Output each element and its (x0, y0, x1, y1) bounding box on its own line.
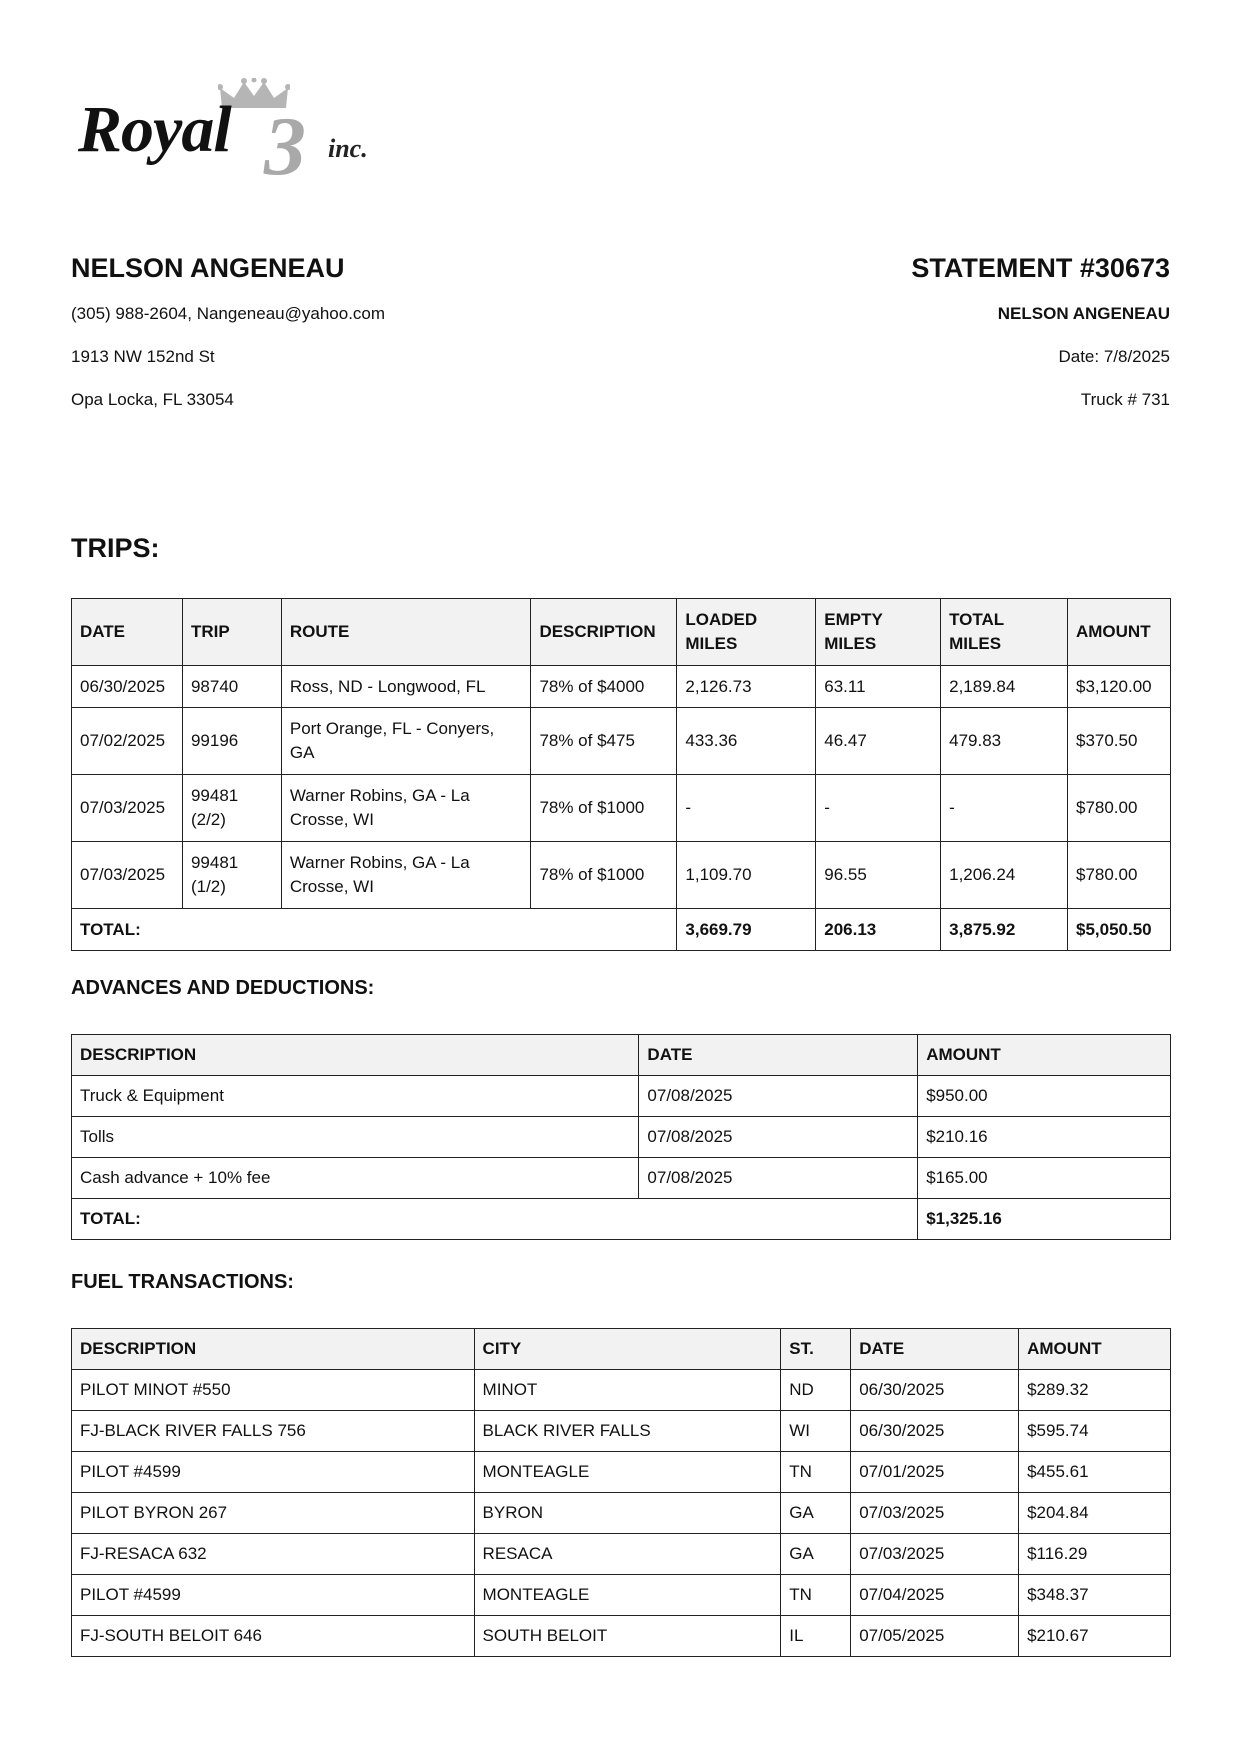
table-row (72, 1158, 1171, 1199)
logo-numeral: 3 (264, 100, 306, 193)
fuel-city: BLACK RIVER FALLS (474, 1411, 781, 1452)
company-logo (78, 78, 378, 193)
advances-total-amount: $1,325.16 (918, 1199, 1171, 1240)
logo-wordmark: Royal (78, 93, 231, 166)
table-row (72, 1534, 1171, 1575)
fuel-state: GA (781, 1534, 851, 1575)
trip-number: 99481 (1/2) (182, 842, 281, 909)
fuel-amount: $204.84 (1019, 1493, 1171, 1534)
fuel-date: 06/30/2025 (851, 1370, 1019, 1411)
fuel-date: 07/01/2025 (851, 1452, 1019, 1493)
col-route: ROUTE (281, 599, 531, 666)
fuel-state: TN (781, 1575, 851, 1616)
driver-address-line1: 1913 NW 152nd St (71, 347, 215, 366)
fuel-state: TN (781, 1452, 851, 1493)
driver-contact: (305) 988-2604, Nangeneau@yahoo.com (71, 304, 386, 323)
statement-name: NELSON ANGENEAU (997, 304, 1170, 323)
trips-total-empty: 206.13 (816, 909, 941, 951)
trip-route: Port Orange, FL - Conyers, GA (281, 708, 531, 775)
trip-loaded-miles: - (677, 775, 816, 842)
col-empty-miles: EMPTY MILES (816, 599, 941, 666)
trip-loaded-miles: 2,126.73 (677, 666, 816, 708)
trip-route: Warner Robins, GA - La Crosse, WI (281, 842, 531, 909)
col-date: DATE (851, 1329, 1019, 1370)
trip-loaded-miles: 1,109.70 (677, 842, 816, 909)
trip-amount: $3,120.00 (1067, 666, 1170, 708)
trip-route: Warner Robins, GA - La Crosse, WI (281, 775, 531, 842)
col-description: DESCRIPTION (531, 599, 677, 666)
advance-date: 07/08/2025 (639, 1076, 918, 1117)
fuel-state: ND (781, 1370, 851, 1411)
advance-description: Tolls (72, 1117, 639, 1158)
advance-amount: $950.00 (918, 1076, 1171, 1117)
advances-total-label: TOTAL: (72, 1199, 918, 1240)
advance-date: 07/08/2025 (639, 1158, 918, 1199)
fuel-date: 07/04/2025 (851, 1575, 1019, 1616)
statement-title: STATEMENT #30673 (911, 253, 1170, 283)
fuel-date: 07/05/2025 (851, 1616, 1019, 1657)
col-date: DATE (639, 1035, 918, 1076)
advance-amount: $165.00 (918, 1158, 1171, 1199)
col-total-miles: TOTAL MILES (941, 599, 1068, 666)
trip-description: 78% of $1000 (531, 842, 677, 909)
fuel-description: FJ-RESACA 632 (72, 1534, 475, 1575)
fuel-state: GA (781, 1493, 851, 1534)
fuel-city: MONTEAGLE (474, 1575, 781, 1616)
trip-empty-miles: - (816, 775, 941, 842)
col-amount: AMOUNT (1019, 1329, 1171, 1370)
fuel-table (71, 1328, 1171, 1657)
trip-empty-miles: 96.55 (816, 842, 941, 909)
table-row (72, 1452, 1171, 1493)
trip-amount: $370.50 (1067, 708, 1170, 775)
trip-amount: $780.00 (1067, 775, 1170, 842)
trip-date: 07/03/2025 (72, 842, 183, 909)
fuel-description: PILOT #4599 (72, 1575, 475, 1616)
driver-info (71, 250, 385, 421)
trip-total-miles: 479.83 (941, 708, 1068, 775)
table-row (72, 1411, 1171, 1452)
fuel-title: FUEL TRANSACTIONS: (71, 1271, 294, 1293)
driver-name: NELSON ANGENEAU (71, 253, 345, 283)
trips-header-row (72, 599, 1171, 666)
trips-total-label: TOTAL: (72, 909, 677, 951)
trip-total-miles: 2,189.84 (941, 666, 1068, 708)
col-city: CITY (474, 1329, 781, 1370)
fuel-description: PILOT MINOT #550 (72, 1370, 475, 1411)
fuel-amount: $116.29 (1019, 1534, 1171, 1575)
col-state: ST. (781, 1329, 851, 1370)
statement-truck: Truck # 731 (1080, 390, 1170, 409)
trip-date: 07/03/2025 (72, 775, 183, 842)
trips-total-amount: $5,050.50 (1067, 909, 1170, 951)
statement-date: Date: 7/8/2025 (1058, 347, 1170, 366)
fuel-description: PILOT #4599 (72, 1452, 475, 1493)
fuel-amount: $348.37 (1019, 1575, 1171, 1616)
fuel-state: WI (781, 1411, 851, 1452)
table-row (72, 1616, 1171, 1657)
trip-loaded-miles: 433.36 (677, 708, 816, 775)
trip-date: 07/02/2025 (72, 708, 183, 775)
fuel-description: FJ-SOUTH BELOIT 646 (72, 1616, 475, 1657)
fuel-amount: $289.32 (1019, 1370, 1171, 1411)
driver-address-line2: Opa Locka, FL 33054 (71, 390, 234, 409)
fuel-date: 06/30/2025 (851, 1411, 1019, 1452)
fuel-description: FJ-BLACK RIVER FALLS 756 (72, 1411, 475, 1452)
fuel-state: IL (781, 1616, 851, 1657)
table-row (72, 1076, 1171, 1117)
trip-empty-miles: 46.47 (816, 708, 941, 775)
statement-info (911, 250, 1170, 421)
table-row (72, 1117, 1171, 1158)
trip-route: Ross, ND - Longwood, FL (281, 666, 531, 708)
fuel-description: PILOT BYRON 267 (72, 1493, 475, 1534)
trips-title: TRIPS: (71, 533, 160, 563)
trips-total-miles: 3,875.92 (941, 909, 1068, 951)
advances-total-row (72, 1199, 1171, 1240)
trips-total-row (72, 909, 1171, 951)
trip-number: 99481 (2/2) (182, 775, 281, 842)
advance-amount: $210.16 (918, 1117, 1171, 1158)
fuel-amount: $210.67 (1019, 1616, 1171, 1657)
col-amount: AMOUNT (1067, 599, 1170, 666)
advance-description: Truck & Equipment (72, 1076, 639, 1117)
advances-title: ADVANCES AND DEDUCTIONS: (71, 977, 375, 999)
fuel-header-row (72, 1329, 1171, 1370)
trip-empty-miles: 63.11 (816, 666, 941, 708)
trip-total-miles: - (941, 775, 1068, 842)
fuel-date: 07/03/2025 (851, 1493, 1019, 1534)
trips-total-loaded: 3,669.79 (677, 909, 816, 951)
col-date: DATE (72, 599, 183, 666)
trip-number: 98740 (182, 666, 281, 708)
advance-date: 07/08/2025 (639, 1117, 918, 1158)
table-row (72, 1370, 1171, 1411)
fuel-city: RESACA (474, 1534, 781, 1575)
table-row (72, 775, 1171, 842)
fuel-amount: $595.74 (1019, 1411, 1171, 1452)
table-row (72, 1493, 1171, 1534)
fuel-date: 07/03/2025 (851, 1534, 1019, 1575)
trip-description: 78% of $475 (531, 708, 677, 775)
table-row (72, 1575, 1171, 1616)
advance-description: Cash advance + 10% fee (72, 1158, 639, 1199)
fuel-amount: $455.61 (1019, 1452, 1171, 1493)
trips-table (71, 598, 1171, 951)
col-description: DESCRIPTION (72, 1035, 639, 1076)
trip-amount: $780.00 (1067, 842, 1170, 909)
col-description: DESCRIPTION (72, 1329, 475, 1370)
logo-suffix: inc. (328, 134, 368, 163)
trip-total-miles: 1,206.24 (941, 842, 1068, 909)
col-loaded-miles: LOADED MILES (677, 599, 816, 666)
advances-table (71, 1034, 1171, 1240)
fuel-city: SOUTH BELOIT (474, 1616, 781, 1657)
trip-description: 78% of $1000 (531, 775, 677, 842)
fuel-city: BYRON (474, 1493, 781, 1534)
trip-date: 06/30/2025 (72, 666, 183, 708)
advances-header-row (72, 1035, 1171, 1076)
fuel-city: MINOT (474, 1370, 781, 1411)
table-row (72, 708, 1171, 775)
table-row (72, 842, 1171, 909)
table-row (72, 666, 1171, 708)
col-trip: TRIP (182, 599, 281, 666)
trip-description: 78% of $4000 (531, 666, 677, 708)
fuel-city: MONTEAGLE (474, 1452, 781, 1493)
col-amount: AMOUNT (918, 1035, 1171, 1076)
trip-number: 99196 (182, 708, 281, 775)
